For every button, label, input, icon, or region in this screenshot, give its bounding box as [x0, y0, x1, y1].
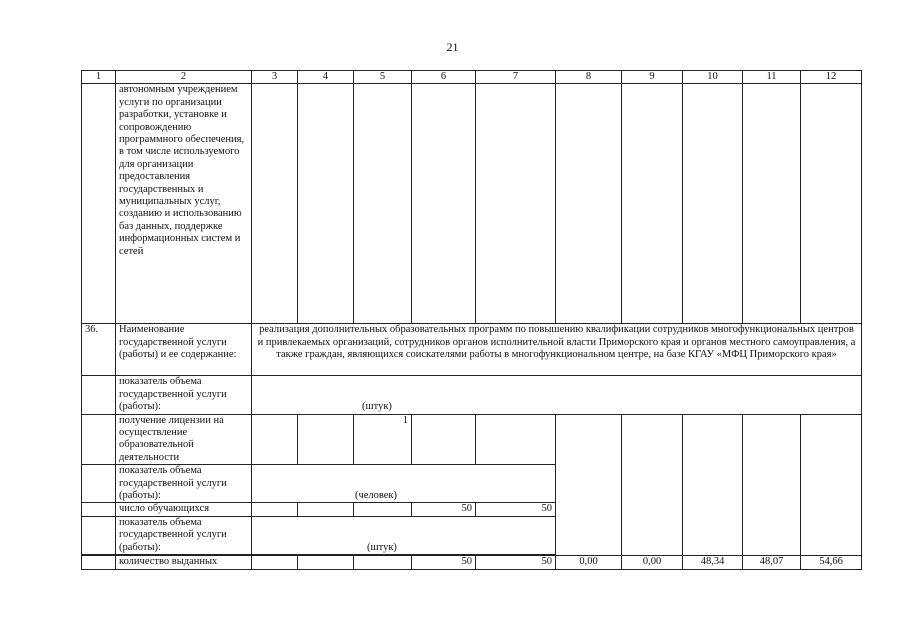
indicator-row-1 [82, 376, 862, 414]
students-label: число обучающихся [116, 503, 252, 516]
license-label: получение лицензии на осуществление образовательной деятельности [116, 414, 252, 465]
students-value-6: 50 [412, 503, 476, 516]
row-number: 36. [82, 324, 116, 376]
indicator-label: показатель объема государственной услуги (работы): [116, 516, 252, 554]
license-value: 1 [354, 414, 412, 465]
issued-value-12: 54,66 [801, 556, 862, 569]
header-cell: 10 [683, 71, 743, 84]
continued-text: автономным учреждением услуги по организации разработки, установке и сопровождению программного обеспечения, в том числе используемого для организации предоставления государственных и муниципальных услуг, созданию и использованию баз данных, поддержке информационных систем и сетей [116, 84, 252, 324]
issued-value-10: 48,34 [683, 556, 743, 569]
budget-table [81, 70, 862, 570]
continued-row [82, 84, 862, 324]
issued-row [82, 556, 862, 569]
header-cell: 3 [252, 71, 298, 84]
header-cell: 12 [801, 71, 862, 84]
license-row [82, 414, 862, 465]
issued-value-9: 0,00 [622, 556, 683, 569]
issued-value-7: 50 [476, 556, 556, 569]
issued-value-6: 50 [412, 556, 476, 569]
service-name-label: Наименование государственной услуги (работы) и ее содержание: [116, 324, 252, 376]
header-cell: 2 [116, 71, 252, 84]
header-cell: 9 [622, 71, 683, 84]
header-cell: 4 [298, 71, 354, 84]
header-cell: 5 [354, 71, 412, 84]
students-value-7: 50 [476, 503, 556, 516]
unit-label: (человек) [354, 490, 398, 502]
unit-label: (штук) [367, 541, 397, 553]
row-36 [82, 324, 862, 376]
header-row [82, 71, 862, 84]
indicator-label: показатель объема государственной услуги (работы): [116, 376, 252, 414]
unit-label: (штук) [362, 401, 392, 413]
header-cell: 6 [412, 71, 476, 84]
header-cell: 8 [556, 71, 622, 84]
issued-value-8: 0,00 [556, 556, 622, 569]
indicator-label: показатель объема государственной услуги (работы): [116, 465, 252, 503]
service-content: реализация дополнительных образовательных программ по повышению квалификации сотрудников многофункциональных центров и привлекаемых организаций, сотрудников органов исполнительной власти Приморского края и органов местного самоуправления, а также граждан, являющихся соискателями работы в многофункциональном центре, на базе КГАУ «МФЦ Приморского края» [252, 324, 862, 376]
header-cell: 11 [743, 71, 801, 84]
header-cell: 1 [82, 71, 116, 84]
header-cell: 7 [476, 71, 556, 84]
issued-label: количество выданных [116, 556, 252, 569]
page-number: 21 [446, 40, 459, 54]
issued-value-11: 48,07 [743, 556, 801, 569]
